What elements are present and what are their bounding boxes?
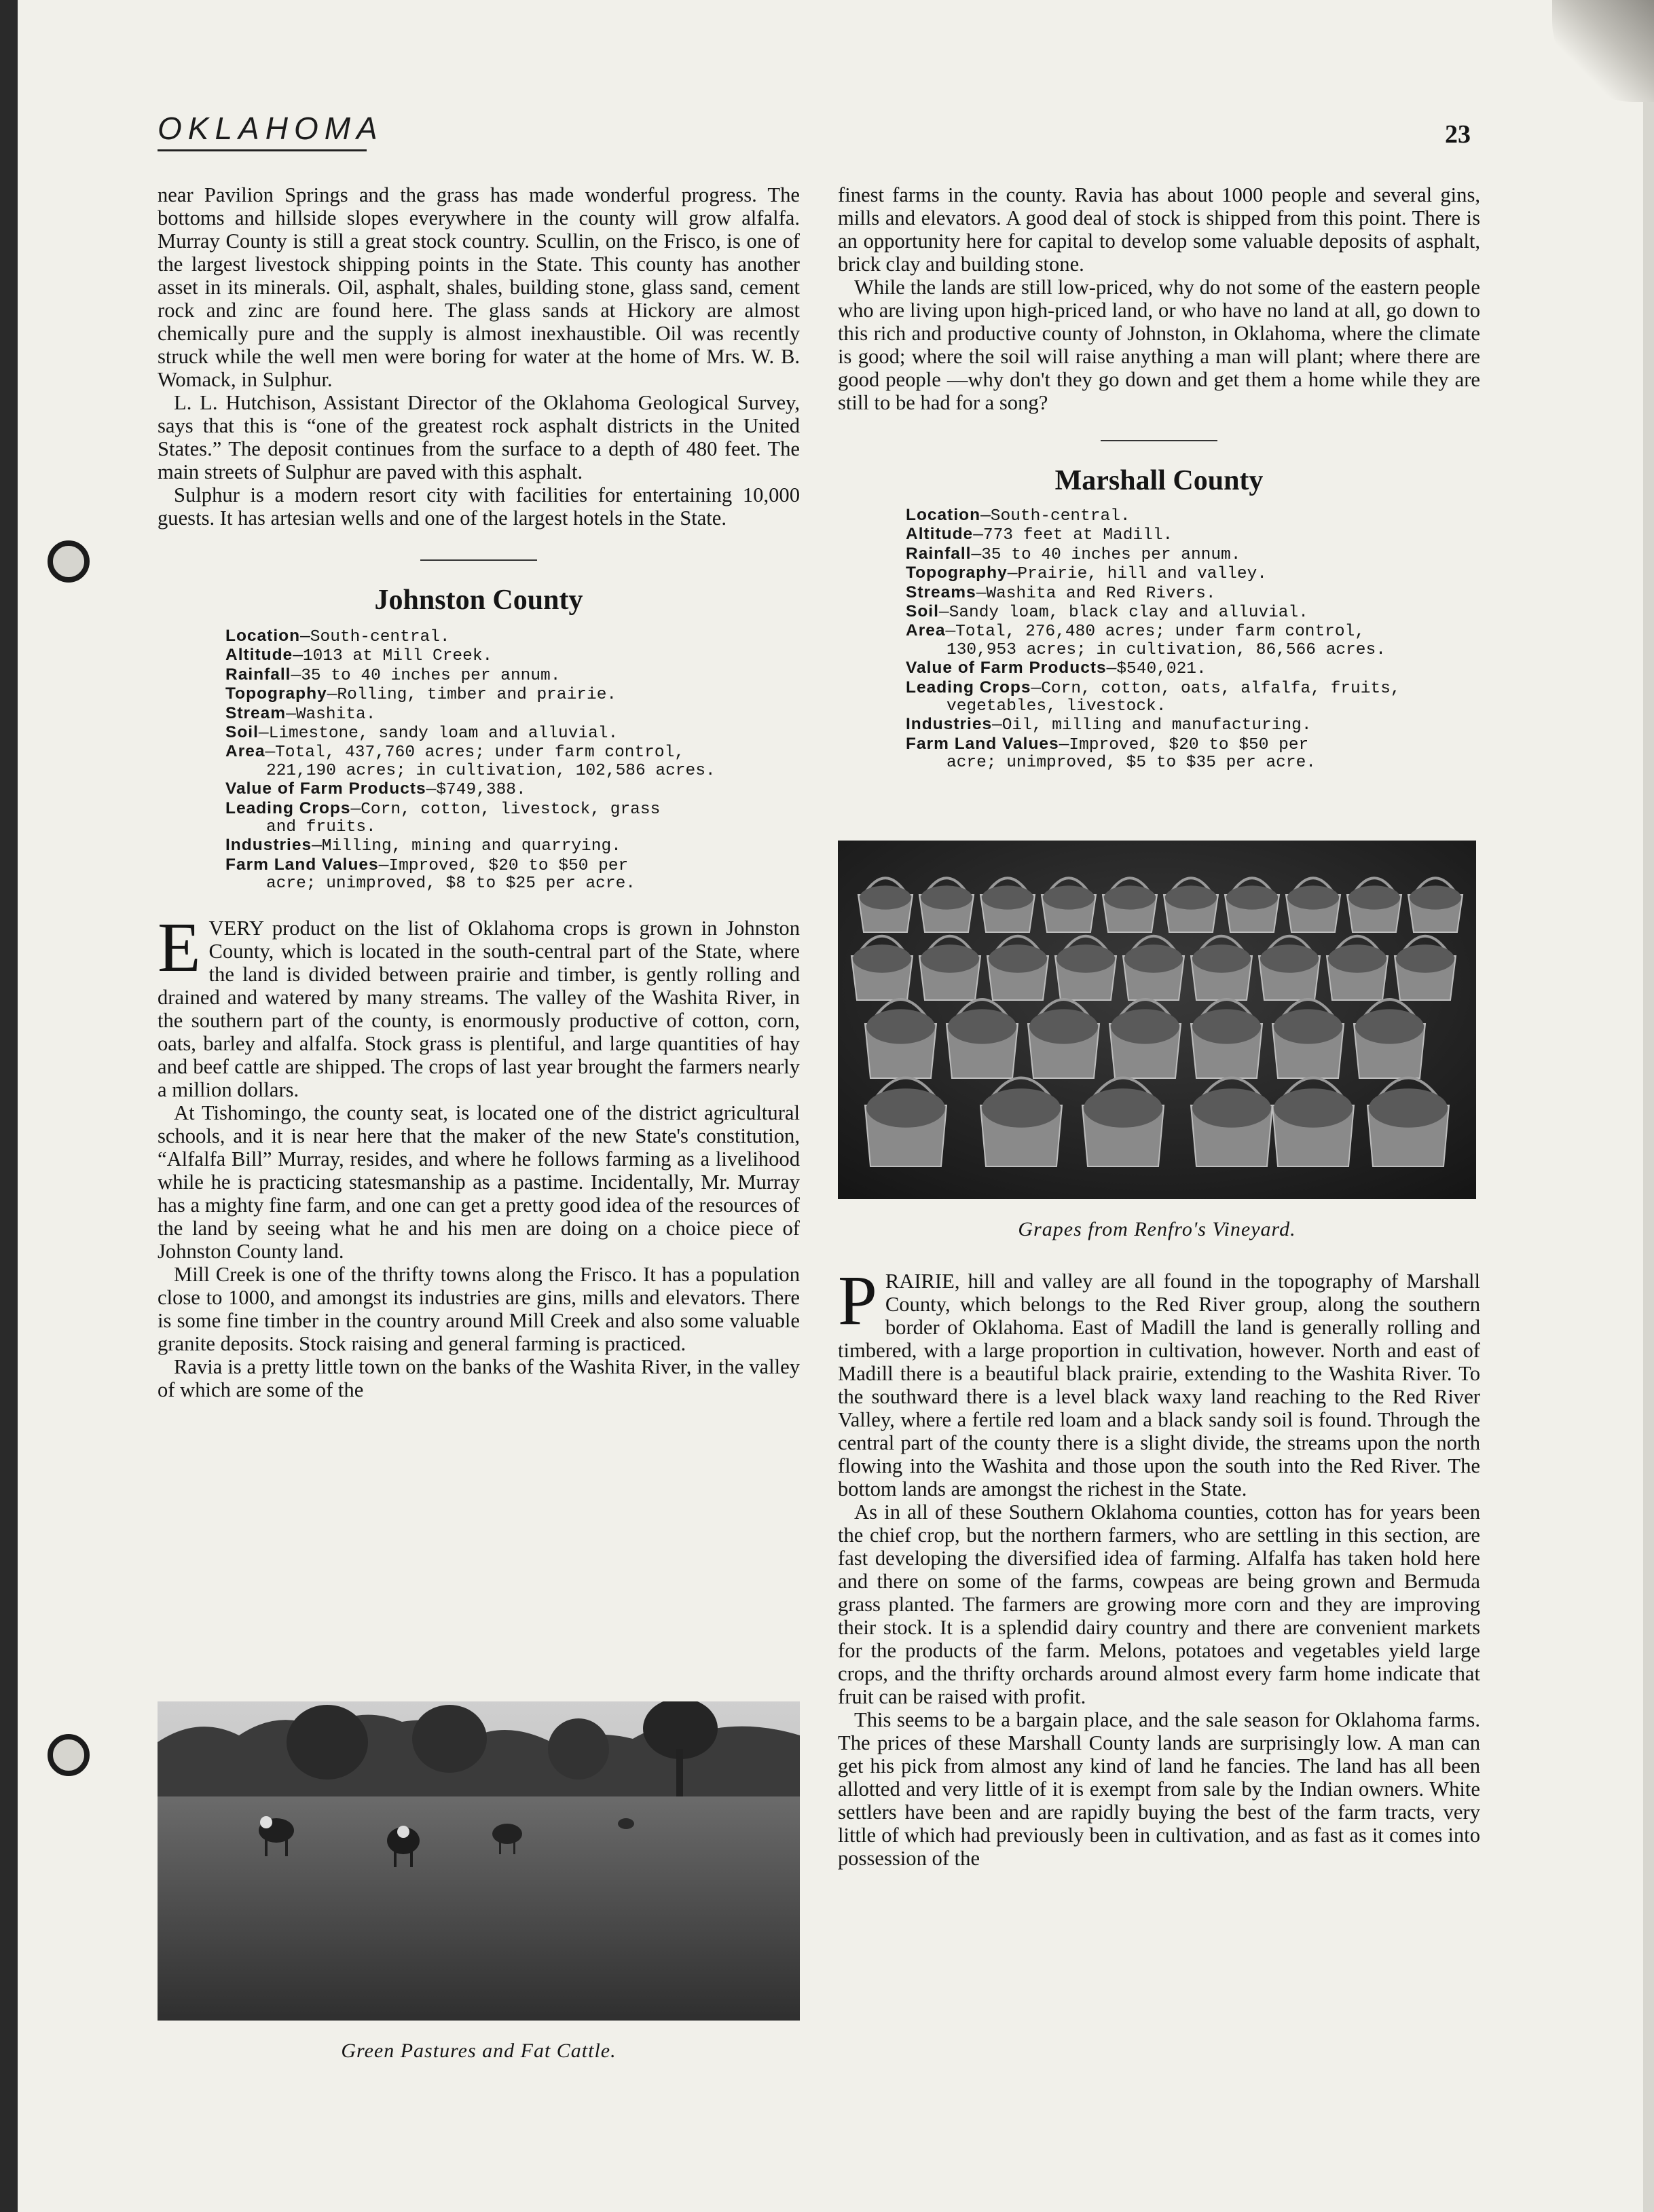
fact-line [906, 622, 1480, 641]
paragraph: near Pavilion Springs and the grass has made wonderful progress. The bottoms and hillside slopes everywhere in the county will grow alfalfa. Murray County is still a great stock country. Scullin, on the Frisco, is one of the largest livestock shipping points in the State. This county has another asset in its minerals. Oil, asphalt, shales, building stone, glass sand, cement rock and zinc are found here. The glass sands at Hickory are almost chemically pure and the supply is almost inexhaustible. Oil was recently struck while the well men were boring for water at the home of Mrs. W. B. Womack, in Sulphur. [158, 183, 800, 391]
fact-value: —Improved, $20 to $50 per [1059, 735, 1309, 754]
binding-hole-lower [48, 1734, 90, 1776]
fact-line [906, 679, 1480, 698]
fact-line [906, 584, 1480, 603]
cattle-pasture-photo [158, 1701, 800, 2021]
fact-key: Industries [906, 715, 993, 734]
fact-line [225, 724, 800, 743]
fact-key: Topography [225, 684, 327, 703]
paragraph: This seems to be a bargain place, and the sale season for Oklahoma farms. The prices of these Marshall County lands are surprisingly low. A man can get his pick from almost any kind of land he fancies. The land has all been allotted and very little of it is exempt from sale by the Indian owners. White settlers have been and are rapidly buying the best of the farm tracts, very little of which had previously been in cultivation, and as fast as it comes into possession of the [838, 1708, 1480, 1870]
fact-line [906, 603, 1480, 622]
header-rule [158, 149, 367, 151]
fact-key: Value of Farm Products [906, 659, 1107, 678]
fact-value: —Improved, $20 to $50 per [378, 856, 629, 875]
fact-value: —Oil, milling and manufacturing. [992, 716, 1312, 735]
fact-line [906, 659, 1480, 678]
fact-line [906, 526, 1480, 545]
fact-value: —Washita and Red Rivers. [976, 584, 1216, 603]
fact-continuation: 130,953 acres; in cultivation, 86,566 acres. [947, 640, 1386, 659]
fact-continuation: 221,190 acres; in cultivation, 102,586 acres. [266, 761, 716, 780]
drop-cap: E [158, 908, 201, 987]
fact-key: Streams [906, 583, 976, 602]
fact-key: Rainfall [906, 544, 972, 563]
fact-key: Altitude [225, 646, 293, 665]
fact-line [906, 545, 1480, 564]
fact-line [225, 836, 800, 855]
fact-line [225, 705, 800, 724]
fact-key: Industries [225, 836, 312, 855]
cattle-pasture-illustration [158, 1701, 800, 2021]
fact-line [225, 856, 800, 875]
fact-key: Rainfall [225, 665, 291, 684]
marshall-fact-list [838, 506, 1480, 773]
fact-key: Area [906, 621, 946, 640]
fact-value: —773 feet at Madill. [973, 526, 1173, 545]
fact-value: —Washita. [286, 705, 376, 724]
fact-key: Altitude [906, 525, 974, 544]
fact-value: —35 to 40 inches per annum. [971, 545, 1241, 564]
johnston-first-paragraph: EVERY product on the list of Oklahoma crops is grown in Johnston County, which is located in the south-central part of the State, where the land is divided between prairie and timber, is gently rolling and drained and watered by many streams. The valley of the Washita River, in the southern part of the county, is enormously productive of cotton, corn, oats, barley and alfalfa. Stock grass is plentiful, and large quantities of hay and beef cattle are shipped. The crops of last year brought the farmers nearly a million dollars. [158, 908, 800, 1101]
fact-key: Location [225, 627, 301, 645]
fact-key: Soil [906, 602, 939, 621]
marshall-county-heading: Marshall County [1054, 465, 1264, 496]
page-number: 23 [1445, 120, 1471, 149]
fact-value: —Total, 276,480 acres; under farm control, [945, 623, 1365, 642]
fact-key: Leading Crops [225, 798, 351, 817]
running-header-title: OKLAHOMA [158, 111, 384, 146]
page-corner-curl [1552, 0, 1654, 102]
binding-hole-upper [48, 540, 90, 583]
paragraph: Mill Creek is one of the thrifty towns along the Frisco. It has a population close to 1000, and amongst its industries are gins, mills and elevators. There is some fine timber in the country around Mill Creek and also some valuable granite deposits. Stock raising and general farming is practiced. [158, 1262, 800, 1355]
scan-left-edge [0, 0, 18, 2212]
fact-line [906, 564, 1480, 583]
fact-key: Area [225, 742, 265, 761]
cattle-photo-caption: Green Pastures and Fat Cattle. [341, 2040, 617, 2062]
grape-photo-caption: Grapes from Renfro's Vineyard. [1018, 1218, 1296, 1240]
scan-right-edge [1643, 0, 1654, 2212]
fact-line [906, 735, 1480, 754]
drop-cap: P [838, 1261, 877, 1340]
fact-line [225, 627, 800, 646]
fact-value: —Corn, cotton, livestock, grass [350, 800, 661, 819]
fact-value: —South-central. [300, 628, 450, 646]
fact-key: Farm Land Values [906, 734, 1059, 753]
fact-value: —1013 at Mill Creek. [293, 647, 493, 666]
fact-value: —Corn, cotton, oats, alfalfa, fruits, [1031, 679, 1401, 698]
fact-line [225, 780, 800, 799]
fact-value: —Rolling, timber and prairie. [327, 686, 617, 705]
fact-value: —Milling, mining and quarrying. [312, 837, 621, 856]
fact-line [225, 743, 800, 762]
paragraph: While the lands are still low-priced, why do not some of the eastern people who are living upon high-priced land, or who have no land at all, go down to this rich and productive county of Johnston, in Oklahoma, where the climate is good; where the soil will raise anything a man will plant; where there are good people —why don't they go down and get them a home while they are still to be had for a song? [838, 276, 1480, 414]
fact-value: —South-central. [980, 507, 1131, 526]
fact-continuation: acre; unimproved, $5 to $35 per acre. [947, 754, 1316, 773]
fact-line [225, 685, 800, 704]
fact-continuation: and fruits. [266, 818, 376, 837]
paragraph: Ravia is a pretty little town on the banks of the Washita River, in the valley of which are some of the [158, 1354, 800, 1401]
fact-continuation: acre; unimproved, $8 to $25 per acre. [266, 874, 636, 893]
fact-key: Topography [906, 564, 1008, 583]
fact-key: Soil [225, 723, 259, 742]
paragraph: As in all of these Southern Oklahoma counties, cotton has for years been the chief crop, but the northern farmers, who are settling in this section, are fast developing the diversified idea of farming. Alfalfa has taken hold here and there on some of the farms, cowpeas are being grown and Bermuda grass planted. The farmers are growing more corn and they are improving their stock. It is a splendid dairy country and there are convenient markets for the products of the farm. Melons, potatoes and vegetables yield large crops, and the thrifty orchards around almost every farm home indicate that fruit can be raised with profit. [838, 1500, 1480, 1708]
marshall-first-paragraph: PRAIRIE, hill and valley are all found in the topography of Marshall County, which belongs to the Red River group, along the southern border of Oklahoma. East of Madill the land is generally rolling and timbered, with a large proportion in cultivation, however. North and east of Madill there is a beautiful black prairie, extending to the Washita River. To the southward there is a level black waxy land reaching to the Red River Valley, where a fertile red loam and a black sandy soil is found. Through the central part of the county there is a slight divide, the streams upon the north flowing into the Washita and those upon the south into the Red River. The bottom lands are amongst the richest in the State. [838, 1261, 1480, 1500]
fact-line [225, 646, 800, 665]
fact-key: Leading Crops [906, 678, 1031, 697]
grape-baskets-photo [838, 841, 1476, 1199]
fact-line [906, 716, 1480, 735]
paragraph: At Tishomingo, the county seat, is located one of the district agricultural schools, and it is near here that the maker of the new State's constitution, “Alfalfa Bill” Murray, resides, and where he follows farming as a livelihood while he is practicing statesmanship as a pastime. Incidentally, Mr. Murray has a mighty fine farm, and one can get a pretty good idea of the resources of the land by seeing what he and his men are doing on a choice piece of Johnston County land. [158, 1101, 800, 1263]
fact-line [906, 506, 1480, 526]
johnston-fact-list [158, 627, 800, 893]
left-column [158, 183, 800, 1401]
grape-baskets-illustration [838, 841, 1476, 1199]
fact-value: —35 to 40 inches per annum. [291, 666, 561, 685]
fact-value: —Prairie, hill and valley. [1007, 565, 1267, 584]
johnston-county-heading: Johnston County [374, 585, 583, 616]
fact-value: —$540,021. [1106, 660, 1207, 679]
fact-line [225, 800, 800, 819]
paragraph: Sulphur is a modern resort city with facilities for entertaining 10,000 guests. It has artesian wells and one of the largest hotels in the State. [158, 483, 800, 530]
fact-key: Location [906, 506, 981, 524]
fact-continuation: vegetables, livestock. [947, 697, 1166, 716]
fact-key: Value of Farm Products [225, 779, 426, 798]
right-column-top [838, 183, 1480, 773]
fact-value: —$749,388. [426, 781, 526, 800]
fact-value: —Total, 437,760 acres; under farm control, [265, 743, 684, 762]
fact-line [225, 666, 800, 685]
fact-value: —Limestone, sandy loam and alluvial. [258, 724, 619, 743]
right-column-bottom [838, 1261, 1480, 1870]
fact-key: Farm Land Values [225, 855, 379, 874]
paragraph: L. L. Hutchison, Assistant Director of the Oklahoma Geological Survey, says that this is “one of the greatest rock asphalt districts in the United States.” The deposit continues from the surface to a depth of 480 feet. The main streets of Sulphur are paved with this asphalt. [158, 391, 800, 483]
fact-key: Stream [225, 703, 287, 722]
paragraph: finest farms in the county. Ravia has about 1000 people and several gins, mills and elevators. A good deal of stock is shipped from this point. There is an opportunity here for capital to develop some valuable deposits of asphalt, brick clay and building stone. [838, 183, 1480, 276]
fact-value: —Sandy loam, black clay and alluvial. [938, 604, 1308, 623]
